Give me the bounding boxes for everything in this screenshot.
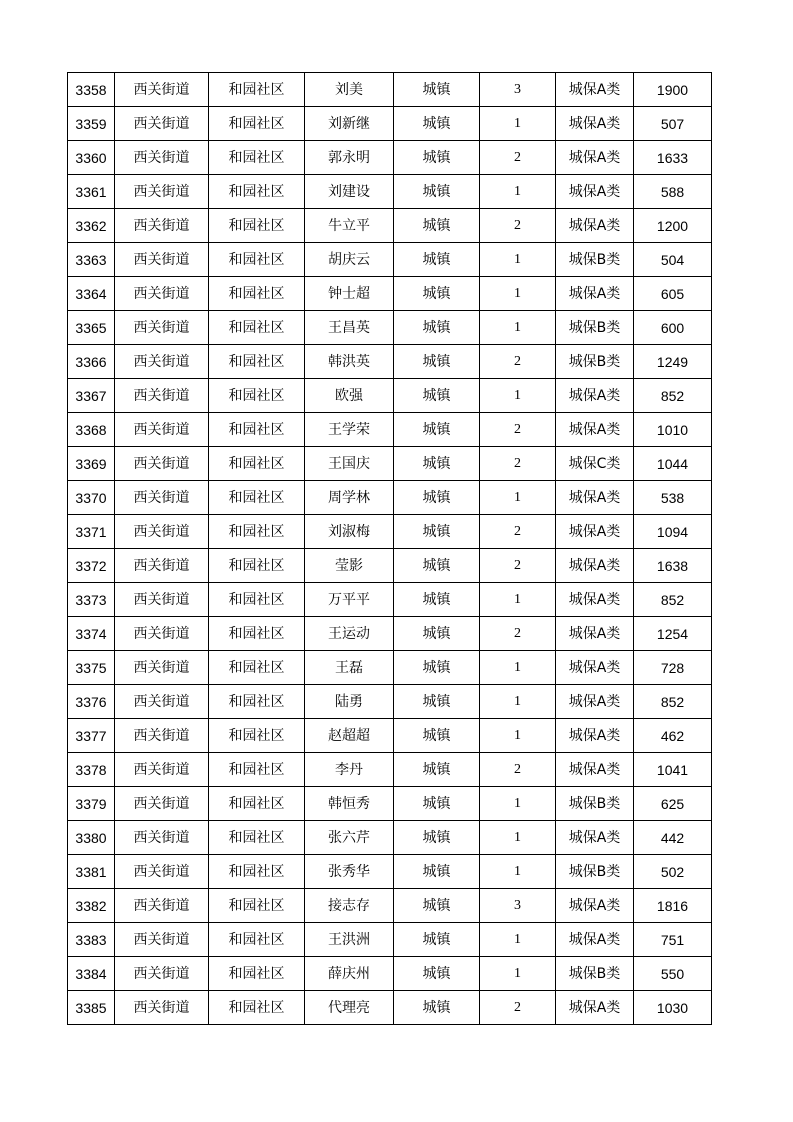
amount-cell: 1094 <box>634 515 712 549</box>
household-size-cell: 2 <box>480 447 556 481</box>
record-number-cell: 3385 <box>68 991 115 1025</box>
insurance-category-cell: 城保A类 <box>556 515 634 549</box>
insurance-category-cell: 城保A类 <box>556 379 634 413</box>
street-office-cell: 西关街道 <box>115 481 209 515</box>
record-number-cell: 3363 <box>68 243 115 277</box>
street-office-cell: 西关街道 <box>115 243 209 277</box>
residence-type-cell: 城镇 <box>394 753 480 787</box>
record-number-cell: 3361 <box>68 175 115 209</box>
residence-type-cell: 城镇 <box>394 481 480 515</box>
community-cell: 和园社区 <box>209 821 305 855</box>
community-cell: 和园社区 <box>209 957 305 991</box>
amount-cell: 538 <box>634 481 712 515</box>
community-cell: 和园社区 <box>209 141 305 175</box>
record-number-cell: 3365 <box>68 311 115 345</box>
community-cell: 和园社区 <box>209 175 305 209</box>
street-office-cell: 西关街道 <box>115 685 209 719</box>
record-number-cell: 3362 <box>68 209 115 243</box>
household-size-cell: 2 <box>480 141 556 175</box>
community-cell: 和园社区 <box>209 107 305 141</box>
record-number-cell: 3367 <box>68 379 115 413</box>
household-size-cell: 1 <box>480 379 556 413</box>
record-number-cell: 3368 <box>68 413 115 447</box>
table-row <box>68 413 712 447</box>
household-size-cell: 1 <box>480 311 556 345</box>
record-number-cell: 3384 <box>68 957 115 991</box>
insurance-category-cell: 城保B类 <box>556 855 634 889</box>
amount-cell: 1254 <box>634 617 712 651</box>
household-size-cell: 1 <box>480 583 556 617</box>
street-office-cell: 西关街道 <box>115 855 209 889</box>
street-office-cell: 西关街道 <box>115 175 209 209</box>
community-cell: 和园社区 <box>209 685 305 719</box>
record-number-cell: 3379 <box>68 787 115 821</box>
household-size-cell: 2 <box>480 515 556 549</box>
street-office-cell: 西关街道 <box>115 583 209 617</box>
record-number-cell: 3364 <box>68 277 115 311</box>
street-office-cell: 西关街道 <box>115 651 209 685</box>
table-row <box>68 73 712 107</box>
residence-type-cell: 城镇 <box>394 107 480 141</box>
residence-type-cell: 城镇 <box>394 855 480 889</box>
amount-cell: 625 <box>634 787 712 821</box>
household-size-cell: 1 <box>480 787 556 821</box>
insurance-category-cell: 城保B类 <box>556 957 634 991</box>
street-office-cell: 西关街道 <box>115 141 209 175</box>
table-row <box>68 277 712 311</box>
amount-cell: 1900 <box>634 73 712 107</box>
residence-type-cell: 城镇 <box>394 243 480 277</box>
household-size-cell: 1 <box>480 107 556 141</box>
amount-cell: 507 <box>634 107 712 141</box>
record-number-cell: 3373 <box>68 583 115 617</box>
community-cell: 和园社区 <box>209 583 305 617</box>
household-size-cell: 1 <box>480 481 556 515</box>
insurance-category-cell: 城保A类 <box>556 73 634 107</box>
person-name-cell: 王学荣 <box>305 413 394 447</box>
person-name-cell: 王洪洲 <box>305 923 394 957</box>
community-cell: 和园社区 <box>209 515 305 549</box>
insurance-category-cell: 城保A类 <box>556 991 634 1025</box>
community-cell: 和园社区 <box>209 549 305 583</box>
insurance-category-cell: 城保A类 <box>556 821 634 855</box>
household-size-cell: 3 <box>480 889 556 923</box>
street-office-cell: 西关街道 <box>115 617 209 651</box>
person-name-cell: 接志存 <box>305 889 394 923</box>
person-name-cell: 韩恒秀 <box>305 787 394 821</box>
residence-type-cell: 城镇 <box>394 923 480 957</box>
table-row <box>68 685 712 719</box>
community-cell: 和园社区 <box>209 277 305 311</box>
insurance-category-cell: 城保A类 <box>556 583 634 617</box>
table-row <box>68 991 712 1025</box>
person-name-cell: 韩洪英 <box>305 345 394 379</box>
street-office-cell: 西关街道 <box>115 787 209 821</box>
amount-cell: 442 <box>634 821 712 855</box>
amount-cell: 1044 <box>634 447 712 481</box>
amount-cell: 1030 <box>634 991 712 1025</box>
amount-cell: 1816 <box>634 889 712 923</box>
insurance-category-cell: 城保A类 <box>556 277 634 311</box>
table-row <box>68 345 712 379</box>
person-name-cell: 莹影 <box>305 549 394 583</box>
residence-type-cell: 城镇 <box>394 413 480 447</box>
table-row <box>68 549 712 583</box>
community-cell: 和园社区 <box>209 311 305 345</box>
person-name-cell: 李丹 <box>305 753 394 787</box>
record-number-cell: 3377 <box>68 719 115 753</box>
table-row <box>68 787 712 821</box>
person-name-cell: 胡庆云 <box>305 243 394 277</box>
amount-cell: 504 <box>634 243 712 277</box>
community-cell: 和园社区 <box>209 889 305 923</box>
residence-type-cell: 城镇 <box>394 379 480 413</box>
residence-type-cell: 城镇 <box>394 889 480 923</box>
record-number-cell: 3380 <box>68 821 115 855</box>
person-name-cell: 代理亮 <box>305 991 394 1025</box>
person-name-cell: 万平平 <box>305 583 394 617</box>
street-office-cell: 西关街道 <box>115 889 209 923</box>
table-row <box>68 855 712 889</box>
residence-type-cell: 城镇 <box>394 277 480 311</box>
street-office-cell: 西关街道 <box>115 73 209 107</box>
table-row <box>68 481 712 515</box>
person-name-cell: 王运动 <box>305 617 394 651</box>
person-name-cell: 钟士超 <box>305 277 394 311</box>
household-size-cell: 2 <box>480 413 556 447</box>
person-name-cell: 张六芹 <box>305 821 394 855</box>
insurance-category-cell: 城保A类 <box>556 107 634 141</box>
records-body <box>68 73 712 1025</box>
community-cell: 和园社区 <box>209 243 305 277</box>
residence-type-cell: 城镇 <box>394 447 480 481</box>
community-cell: 和园社区 <box>209 651 305 685</box>
insurance-category-cell: 城保A类 <box>556 209 634 243</box>
residence-type-cell: 城镇 <box>394 141 480 175</box>
table-row <box>68 107 712 141</box>
residence-type-cell: 城镇 <box>394 345 480 379</box>
street-office-cell: 西关街道 <box>115 107 209 141</box>
household-size-cell: 2 <box>480 617 556 651</box>
insurance-category-cell: 城保A类 <box>556 753 634 787</box>
community-cell: 和园社区 <box>209 73 305 107</box>
street-office-cell: 西关街道 <box>115 345 209 379</box>
table-row <box>68 243 712 277</box>
street-office-cell: 西关街道 <box>115 515 209 549</box>
community-cell: 和园社区 <box>209 345 305 379</box>
person-name-cell: 郭永明 <box>305 141 394 175</box>
street-office-cell: 西关街道 <box>115 549 209 583</box>
street-office-cell: 西关街道 <box>115 753 209 787</box>
street-office-cell: 西关街道 <box>115 957 209 991</box>
household-size-cell: 1 <box>480 651 556 685</box>
person-name-cell: 薛庆州 <box>305 957 394 991</box>
residence-type-cell: 城镇 <box>394 821 480 855</box>
amount-cell: 1633 <box>634 141 712 175</box>
residence-type-cell: 城镇 <box>394 719 480 753</box>
community-cell: 和园社区 <box>209 787 305 821</box>
record-number-cell: 3359 <box>68 107 115 141</box>
street-office-cell: 西关街道 <box>115 991 209 1025</box>
insurance-category-cell: 城保A类 <box>556 413 634 447</box>
household-size-cell: 1 <box>480 923 556 957</box>
amount-cell: 550 <box>634 957 712 991</box>
person-name-cell: 陆勇 <box>305 685 394 719</box>
insurance-category-cell: 城保A类 <box>556 719 634 753</box>
person-name-cell: 王国庆 <box>305 447 394 481</box>
amount-cell: 502 <box>634 855 712 889</box>
table-row <box>68 957 712 991</box>
person-name-cell: 张秀华 <box>305 855 394 889</box>
table-row <box>68 923 712 957</box>
residence-type-cell: 城镇 <box>394 957 480 991</box>
household-size-cell: 3 <box>480 73 556 107</box>
insurance-category-cell: 城保A类 <box>556 549 634 583</box>
table-row <box>68 447 712 481</box>
record-number-cell: 3360 <box>68 141 115 175</box>
record-number-cell: 3372 <box>68 549 115 583</box>
insurance-category-cell: 城保A类 <box>556 481 634 515</box>
residence-type-cell: 城镇 <box>394 209 480 243</box>
amount-cell: 1010 <box>634 413 712 447</box>
insurance-category-cell: 城保C类 <box>556 447 634 481</box>
person-name-cell: 王昌英 <box>305 311 394 345</box>
amount-cell: 751 <box>634 923 712 957</box>
community-cell: 和园社区 <box>209 481 305 515</box>
table-row <box>68 889 712 923</box>
amount-cell: 1041 <box>634 753 712 787</box>
household-size-cell: 2 <box>480 209 556 243</box>
street-office-cell: 西关街道 <box>115 821 209 855</box>
community-cell: 和园社区 <box>209 991 305 1025</box>
street-office-cell: 西关街道 <box>115 277 209 311</box>
household-size-cell: 1 <box>480 855 556 889</box>
household-size-cell: 1 <box>480 685 556 719</box>
amount-cell: 852 <box>634 583 712 617</box>
insurance-category-cell: 城保A类 <box>556 141 634 175</box>
residence-type-cell: 城镇 <box>394 991 480 1025</box>
record-number-cell: 3378 <box>68 753 115 787</box>
street-office-cell: 西关街道 <box>115 719 209 753</box>
person-name-cell: 刘建设 <box>305 175 394 209</box>
residence-type-cell: 城镇 <box>394 651 480 685</box>
insurance-category-cell: 城保A类 <box>556 651 634 685</box>
person-name-cell: 刘新继 <box>305 107 394 141</box>
record-number-cell: 3375 <box>68 651 115 685</box>
person-name-cell: 周学林 <box>305 481 394 515</box>
community-cell: 和园社区 <box>209 413 305 447</box>
household-size-cell: 1 <box>480 957 556 991</box>
street-office-cell: 西关街道 <box>115 923 209 957</box>
person-name-cell: 刘美 <box>305 73 394 107</box>
table-row <box>68 617 712 651</box>
insurance-category-cell: 城保A类 <box>556 923 634 957</box>
record-number-cell: 3370 <box>68 481 115 515</box>
person-name-cell: 欧强 <box>305 379 394 413</box>
insurance-category-cell: 城保A类 <box>556 617 634 651</box>
table-row <box>68 175 712 209</box>
table-row <box>68 515 712 549</box>
residence-type-cell: 城镇 <box>394 583 480 617</box>
household-size-cell: 1 <box>480 243 556 277</box>
street-office-cell: 西关街道 <box>115 311 209 345</box>
insurance-category-cell: 城保A类 <box>556 685 634 719</box>
community-cell: 和园社区 <box>209 447 305 481</box>
amount-cell: 1638 <box>634 549 712 583</box>
community-cell: 和园社区 <box>209 923 305 957</box>
table-row <box>68 141 712 175</box>
table-row <box>68 719 712 753</box>
residence-type-cell: 城镇 <box>394 175 480 209</box>
amount-cell: 852 <box>634 379 712 413</box>
residence-type-cell: 城镇 <box>394 685 480 719</box>
residence-type-cell: 城镇 <box>394 617 480 651</box>
amount-cell: 1200 <box>634 209 712 243</box>
table-row <box>68 821 712 855</box>
household-size-cell: 1 <box>480 719 556 753</box>
amount-cell: 588 <box>634 175 712 209</box>
record-number-cell: 3376 <box>68 685 115 719</box>
residence-type-cell: 城镇 <box>394 549 480 583</box>
household-size-cell: 2 <box>480 345 556 379</box>
residence-type-cell: 城镇 <box>394 311 480 345</box>
record-number-cell: 3371 <box>68 515 115 549</box>
household-size-cell: 2 <box>480 991 556 1025</box>
street-office-cell: 西关街道 <box>115 209 209 243</box>
table-row <box>68 379 712 413</box>
table-row <box>68 311 712 345</box>
household-size-cell: 2 <box>480 753 556 787</box>
amount-cell: 605 <box>634 277 712 311</box>
amount-cell: 852 <box>634 685 712 719</box>
street-office-cell: 西关街道 <box>115 379 209 413</box>
amount-cell: 728 <box>634 651 712 685</box>
street-office-cell: 西关街道 <box>115 413 209 447</box>
community-cell: 和园社区 <box>209 617 305 651</box>
community-cell: 和园社区 <box>209 753 305 787</box>
residence-type-cell: 城镇 <box>394 73 480 107</box>
community-cell: 和园社区 <box>209 209 305 243</box>
insurance-category-cell: 城保B类 <box>556 787 634 821</box>
record-number-cell: 3383 <box>68 923 115 957</box>
person-name-cell: 牛立平 <box>305 209 394 243</box>
residence-type-cell: 城镇 <box>394 787 480 821</box>
amount-cell: 462 <box>634 719 712 753</box>
community-cell: 和园社区 <box>209 855 305 889</box>
records-table <box>67 72 712 1025</box>
residence-type-cell: 城镇 <box>394 515 480 549</box>
insurance-category-cell: 城保A类 <box>556 889 634 923</box>
street-office-cell: 西关街道 <box>115 447 209 481</box>
person-name-cell: 刘淑梅 <box>305 515 394 549</box>
record-number-cell: 3374 <box>68 617 115 651</box>
household-size-cell: 1 <box>480 277 556 311</box>
amount-cell: 600 <box>634 311 712 345</box>
table-row <box>68 209 712 243</box>
community-cell: 和园社区 <box>209 719 305 753</box>
insurance-category-cell: 城保B类 <box>556 311 634 345</box>
household-size-cell: 2 <box>480 549 556 583</box>
table-row <box>68 583 712 617</box>
person-name-cell: 赵超超 <box>305 719 394 753</box>
household-size-cell: 1 <box>480 175 556 209</box>
person-name-cell: 王磊 <box>305 651 394 685</box>
insurance-category-cell: 城保B类 <box>556 243 634 277</box>
record-number-cell: 3381 <box>68 855 115 889</box>
record-number-cell: 3358 <box>68 73 115 107</box>
table-row <box>68 651 712 685</box>
record-number-cell: 3369 <box>68 447 115 481</box>
insurance-category-cell: 城保B类 <box>556 345 634 379</box>
household-size-cell: 1 <box>480 821 556 855</box>
table-row <box>68 753 712 787</box>
record-number-cell: 3366 <box>68 345 115 379</box>
amount-cell: 1249 <box>634 345 712 379</box>
record-number-cell: 3382 <box>68 889 115 923</box>
community-cell: 和园社区 <box>209 379 305 413</box>
insurance-category-cell: 城保A类 <box>556 175 634 209</box>
